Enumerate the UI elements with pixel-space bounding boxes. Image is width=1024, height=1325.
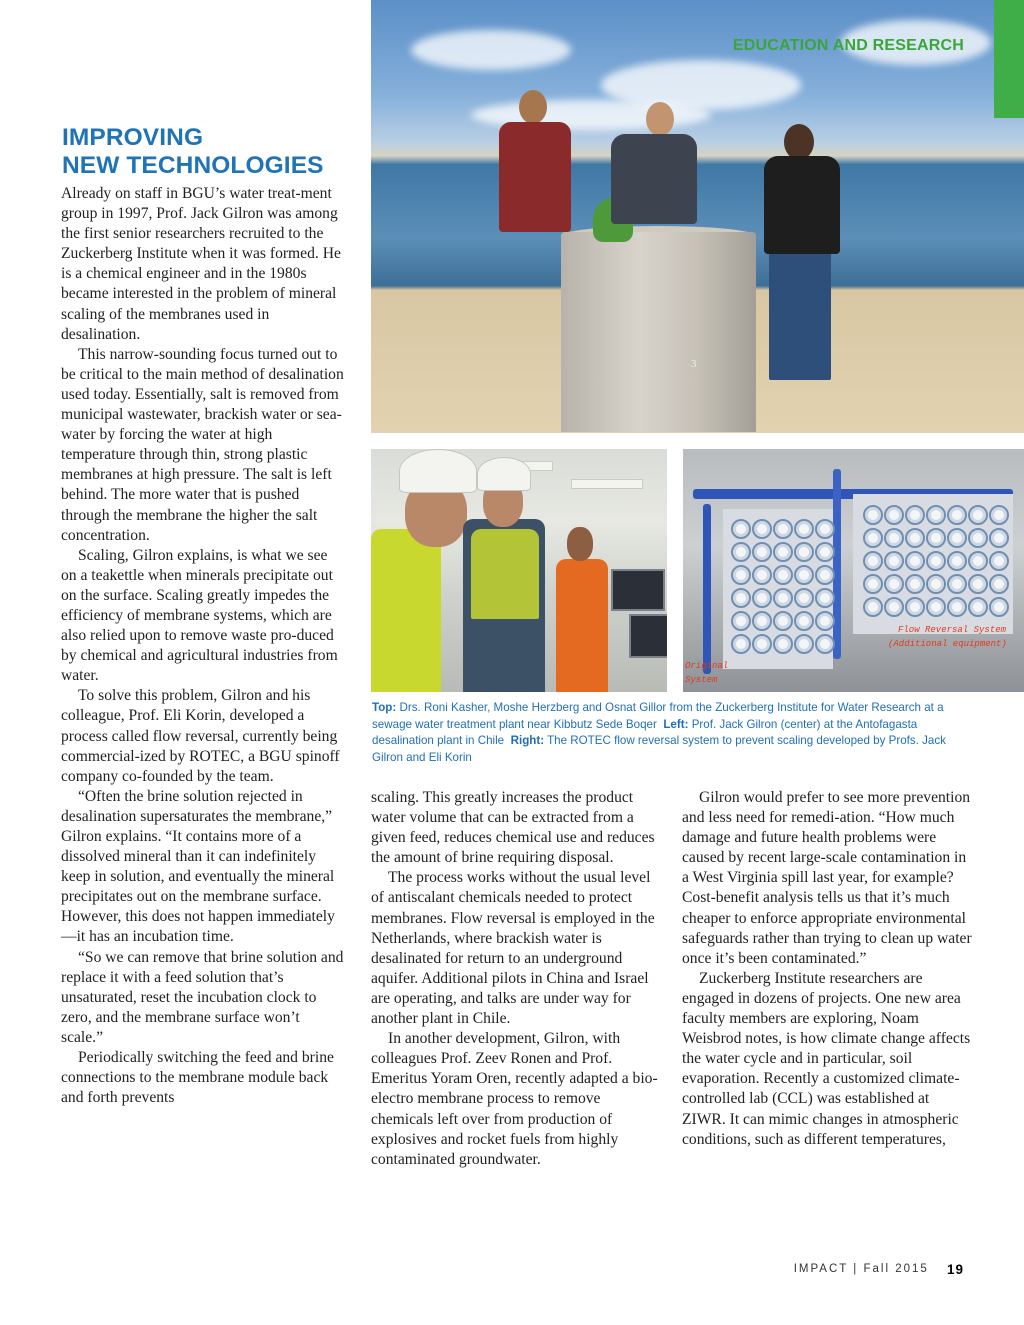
membrane-tube-end <box>794 588 814 608</box>
membrane-tube-end <box>731 565 751 585</box>
photo-caption <box>372 700 972 767</box>
membrane-tube-end <box>947 528 967 548</box>
membrane-tube-end <box>968 597 988 617</box>
caption-label: Left: <box>663 717 689 731</box>
membrane-tube-end <box>905 551 925 571</box>
membrane-tube-end <box>905 505 925 525</box>
membrane-tube-end <box>731 588 751 608</box>
top-photo <box>371 0 1024 433</box>
membrane-tube-end <box>794 542 814 562</box>
membrane-tube-end <box>815 565 835 585</box>
left-photo <box>371 449 667 692</box>
membrane-tube-end <box>905 528 925 548</box>
annotation-text: (Additional equipment) <box>888 639 1007 649</box>
text-column-2 <box>371 788 663 1170</box>
membrane-tube-end <box>794 565 814 585</box>
membrane-tube-end <box>905 597 925 617</box>
paragraph: The process works without the usual level of antiscalant chemicals needed to protect membranes. Flow reversal is employed in the Netherlands, where brackish water is desalinated for return to an underground aquifer. Additional pilots in China and Israel are operating, and talks are under way for another plant in Chile. <box>371 869 655 1028</box>
tank-marker: 3 <box>691 358 697 370</box>
membrane-tube-end <box>815 611 835 631</box>
membrane-tube-end <box>773 519 793 539</box>
membrane-tube-end <box>947 597 967 617</box>
paragraph: “Often the brine solution rejected in desalination supersaturates the membrane,” Gilron explains. “It contains more of a dissolved mineral than it can indefinitely keep in solution, and eventually the mineral precipitates out on the membrane surface. However, this does not happen immediately—it has an incubation time. <box>61 787 335 946</box>
membrane-tube-end <box>752 634 772 654</box>
paragraph: Zuckerberg Institute researchers are engaged in dozens of projects. One new area faculty members are exploring, Noam Weisbrod notes, is how climate change affects the water cycle and in particular, soil evaporation. Recently a customized climate-controlled lab (CCL) was established at ZIWR. It can mimic changes in atmospheric conditions, such as different temperatures, <box>682 969 971 1148</box>
paragraph: Gilron would prefer to see more prevention and less need for remedi-ation. “How much damage and future health problems were caused by recent large-scale contamination in a West Virginia spill last year, for example? Cost-benefit analysis tells us that it’s much cheaper to enforce appropriate environmental safeguards rather than trying to clean up water once it’s been contaminated.” <box>682 789 972 967</box>
membrane-tube-end <box>815 634 835 654</box>
caption-text: The ROTEC flow reversal system to prevent scaling developed by Profs. Jack Gilron and Eli Korin <box>372 734 946 765</box>
membrane-tube-end <box>989 551 1009 571</box>
membrane-tube-end <box>947 574 967 594</box>
monitor <box>611 569 665 611</box>
paragraph: To solve this problem, Gilron and his colleague, Prof. Eli Korin, developed a process called flow reversal, currently being commercial-ized by ROTEC, a BGU spinoff company co-founded by the team. <box>61 687 340 785</box>
membrane-tube-end <box>815 542 835 562</box>
right-photo <box>683 449 1024 692</box>
membrane-tube-end <box>989 597 1009 617</box>
membrane-tube-end <box>926 551 946 571</box>
cloud-shape <box>411 30 571 70</box>
concrete-tank <box>561 232 756 432</box>
membrane-tube-end <box>731 542 751 562</box>
membrane-tube-end <box>989 574 1009 594</box>
annotation-text: Flow Reversal System <box>898 625 1007 635</box>
caption-text: Prof. Jack Gilron (center) at the Antofagasta desalination plant in Chile <box>372 717 918 748</box>
membrane-tube-end <box>773 611 793 631</box>
membrane-tube-end <box>773 565 793 585</box>
caption-label: Right: <box>510 734 545 748</box>
headline-line: NEW TECHNOLOGIES <box>62 152 324 179</box>
annotation-text: System <box>685 675 718 685</box>
membrane-tube-end <box>752 611 772 631</box>
membrane-tube-end <box>773 588 793 608</box>
caption-label: Top: <box>372 701 397 714</box>
membrane-tube-end <box>752 565 772 585</box>
membrane-tube-end <box>926 528 946 548</box>
membrane-tube-end <box>794 634 814 654</box>
annotation-text: Original <box>685 661 729 671</box>
section-label: EDUCATION AND RESEARCH <box>732 37 964 54</box>
membrane-tube-end <box>989 528 1009 548</box>
membrane-tube-end <box>752 588 772 608</box>
membrane-tube-end <box>863 505 883 525</box>
membrane-tube-end <box>884 551 904 571</box>
membrane-tube-end <box>731 519 751 539</box>
membrane-tube-end <box>884 528 904 548</box>
membrane-tube-end <box>752 542 772 562</box>
paragraph: This narrow-sounding focus turned out to be critical to the main method of desalination used today. Essentially, salt is removed from municipal wastewater, brackish water or sea-water by forcing the water at high temperature through thin, strong plastic membranes at high pressure. The salt is left behind. The more water that is pushed through the membrane the higher the salt concentration. <box>61 345 344 544</box>
membrane-tube-end <box>815 519 835 539</box>
membrane-tube-end <box>794 611 814 631</box>
text-column-3 <box>682 788 972 1150</box>
membrane-tube-end <box>752 519 772 539</box>
paragraph: “So we can remove that brine solution and replace it with a feed solution that’s unsaturated, reset the incubation clock to zero, and the membrane surface won’t scale.” <box>61 948 344 1046</box>
paragraph: scaling. This greatly increases the product water volume that can be extracted from a given feed, reduces chemical use and reduces the amount of brine requiring disposal. <box>371 789 655 867</box>
paragraph: Periodically switching the feed and brine connections to the membrane module back and forth prevents <box>61 1049 334 1107</box>
pipe <box>703 504 711 674</box>
membrane-tube-end <box>968 528 988 548</box>
pipe <box>833 469 841 659</box>
monitor <box>629 614 667 658</box>
caption-text: Drs. Roni Kasher, Moshe Herzberg and Osnat Gillor from the Zuckerberg Institute for Water Research at a sewage water treatment plant near Kibbutz Sede Boqer <box>372 701 944 731</box>
membrane-tube-end <box>863 528 883 548</box>
membrane-tube-end <box>863 597 883 617</box>
paragraph: Already on staff in BGU’s water treat-ment group in 1997, Prof. Jack Gilron was among the first senior researchers recruited to the Zuckerberg Institute when it was formed. He is a chemical engineer and in the 1980s became interested in the problem of mineral scaling of the membranes used in desalination. <box>61 185 341 343</box>
membrane-tube-end <box>926 505 946 525</box>
membrane-tube-end <box>731 611 751 631</box>
membrane-tube-end <box>968 551 988 571</box>
publication-footer <box>794 1263 960 1275</box>
headline-line: IMPROVING <box>62 124 204 151</box>
membrane-tube-end <box>968 574 988 594</box>
article-headline <box>62 124 324 180</box>
membrane-tube-end <box>773 542 793 562</box>
publication-name: IMPACT | Fall 2015 <box>793 1263 929 1275</box>
membrane-tube-end <box>884 597 904 617</box>
membrane-tube-end <box>926 597 946 617</box>
paragraph: Scaling, Gilron explains, is what we see on a teakettle when minerals precipitate out on the surface. Scaling greatly impedes the efficiency of membrane systems, which are also relied upon to remove waste pro-duced by chemical and agricultural industries from water. <box>61 546 338 685</box>
page-number: 19 <box>946 1262 964 1277</box>
membrane-tube-end <box>989 505 1009 525</box>
membrane-tube-end <box>968 505 988 525</box>
membrane-tube-end <box>815 588 835 608</box>
membrane-tube-end <box>947 551 967 571</box>
membrane-tube-end <box>731 634 751 654</box>
membrane-tube-end <box>905 574 925 594</box>
ceiling-light <box>571 479 643 489</box>
membrane-tube-end <box>863 551 883 571</box>
membrane-tube-end <box>884 574 904 594</box>
paragraph: In another development, Gilron, with colleagues Prof. Zeev Ronen and Prof. Emeritus Yoram Oren, recently adapted a bio-electro membrane process to remove chemicals left over from production of explosives and rocket fuels from highly contaminated groundwater. <box>371 1030 658 1168</box>
membrane-tube-end <box>773 634 793 654</box>
membrane-tube-end <box>863 574 883 594</box>
membrane-tube-end <box>884 505 904 525</box>
text-column-1 <box>61 184 345 1108</box>
membrane-tube-end <box>926 574 946 594</box>
membrane-tube-end <box>794 519 814 539</box>
membrane-tube-end <box>947 505 967 525</box>
section-color-bar <box>994 0 1024 118</box>
